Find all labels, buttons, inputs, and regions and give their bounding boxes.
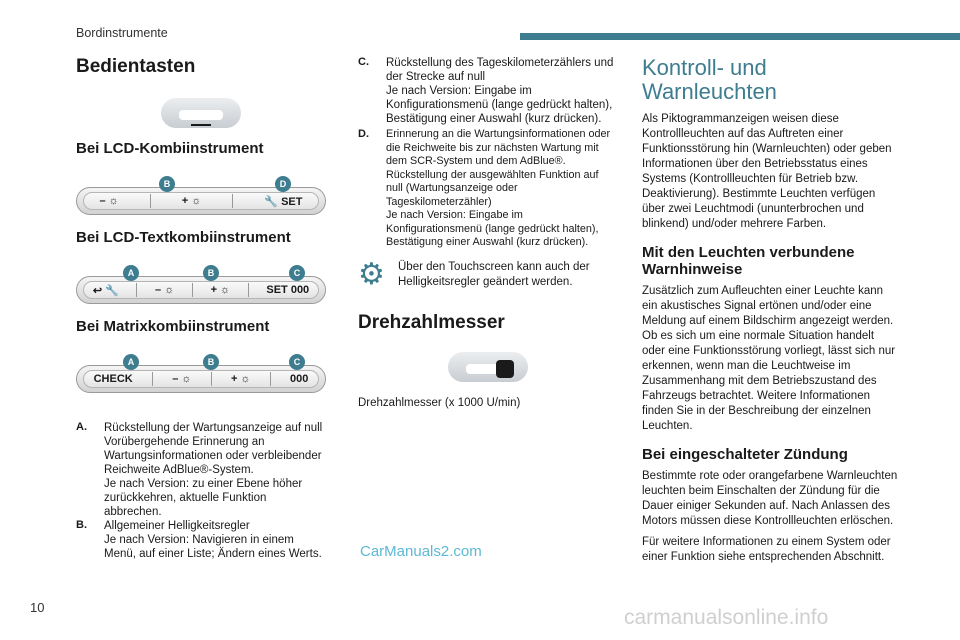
title-bedientasten: Bedientasten <box>76 56 196 77</box>
instrument-cluster-icon <box>161 98 241 128</box>
legend-list-1 <box>76 421 326 561</box>
brightness-minus-button[interactable]: – ☼ <box>155 284 175 296</box>
trip-reset-button[interactable]: 000 <box>289 373 309 385</box>
zuendung-text-1: Bestimmte rote oder orangefarbene Warnleuchten leuchten beim Einschalten der Zündung für die Dauer einiger Sekunden auf. Nach Anlassen des Motors müssen diese Kontrollleuchten erlöschen. <box>642 470 898 527</box>
title-lcd-text: Bei LCD-Textkombiinstrument <box>76 229 291 246</box>
matrix-button-strip <box>76 357 326 393</box>
lcd-text-button-strip <box>76 268 326 304</box>
title-matrix: Bei Matrixkombiinstrument <box>76 318 270 335</box>
brightness-plus-button[interactable]: + ☼ <box>210 284 231 296</box>
list-item: C. Rückstellung des Tageskilometerzählers und der Strecke auf null Je nach Version: Eingabe im Konfigurationsmenü (lange gedrückt halten), Bestätigung einer Auswahl (kurz drücken). <box>358 56 614 125</box>
marker-a: A <box>123 354 139 370</box>
rev-counter-icon <box>448 352 528 382</box>
section-header: Bordinstrumente <box>76 26 168 40</box>
brightness-plus-button[interactable]: + ☼ <box>230 373 251 385</box>
brightness-minus-button[interactable]: – ☼ <box>99 195 119 207</box>
marker-b: B <box>203 354 219 370</box>
check-button[interactable]: CHECK <box>93 373 133 385</box>
marker-a: A <box>123 265 139 281</box>
subtitle-zuendung: Bei eingeschalteter Zündung <box>642 446 848 463</box>
set-reset-button[interactable]: SET 000 <box>266 284 310 296</box>
rev-caption: Drehzahlmesser (x 1000 U/min) <box>358 396 521 409</box>
page-number: 10 <box>30 600 45 615</box>
intro-text: Als Piktogrammanzeigen weisen diese Kontrollleuchten auf das Auftreten einer Funktionsstörung hin (Warnleuchten) oder geben Informationen über den Betriebsstatus eines Systems (Kontrollleuchten für Betrieb bzw. Deaktivierung). Bestimmte Leuchten verfügen über zwei Leuchtmodi (ununterbrochen und blinkend) und/oder mehrere Farben. <box>642 113 892 230</box>
column-controls <box>76 56 326 561</box>
column-warning-lights <box>642 56 900 565</box>
marker-b: B <box>203 265 219 281</box>
brightness-plus-button[interactable]: + ☼ <box>181 195 202 207</box>
back-service-button[interactable]: ↩ 🔧 <box>92 284 119 297</box>
list-item: D. Erinnerung an die Wartungsinformationen oder die Reichweite bis zur nächsten Wartung mit dem SCR-System und dem AdBlue®. Rückstellung der ausgewählten Funktion auf null (Wartungsanzeige oder Tageskilometerzähler) Je nach Version: Eingabe im Konfigurationsmenü (lange gedrückt halten), Bestätigung einer Auswahl (kurz drücken). <box>358 128 611 248</box>
title-kontroll: Kontroll- und Warnleuchten <box>642 55 777 104</box>
watermark-left: CarManuals2.com <box>360 543 482 560</box>
title-lcd: Bei LCD-Kombiinstrument <box>76 140 264 157</box>
marker-c: C <box>289 354 305 370</box>
header-accent-bar <box>520 33 960 40</box>
marker-b: B <box>159 176 175 192</box>
list-item: B. Allgemeiner Helligkeitsregler Je nach Version: Navigieren in einem Menü, auf einer Liste; Ändern eines Werts. <box>76 519 322 560</box>
warnhinweise-text: Zusätzlich zum Aufleuchten einer Leuchte kann ein akustisches Signal ertönen und/oder eine Meldung auf einem Bildschirm angezeigt werden. Ob es sich um eine normale Situation handelt oder eine Funktionsstörung vorliegt, lässt sich nur erkennen, wenn man die Leuchtweise im Zusammenhang mit dem Betriebszustand des Fahrzeugs betrachtet. Weitere Informationen finden Sie in der Beschreibung der einzelnen Leuchten. <box>642 285 896 432</box>
note-text: Über den Touchscreen kann auch der Helligkeitsregler geändert werden. <box>398 260 590 288</box>
column-controls-cont <box>358 56 618 411</box>
service-set-button[interactable]: 🔧 SET <box>264 195 303 208</box>
lcd-button-strip <box>76 179 326 215</box>
marker-c: C <box>289 265 305 281</box>
note-box <box>358 257 618 291</box>
list-item: A. Rückstellung der Wartungsanzeige auf null Vorübergehende Erinnerung an Wartungsinformationen oder verbleibender Reichweite AdBlue®-System. Je nach Version: zu einer Ebene höher zurückkehren, aktuelle Funktion abbrechen. <box>76 421 323 518</box>
marker-d: D <box>275 176 291 192</box>
brightness-minus-button[interactable]: – ☼ <box>172 373 192 385</box>
title-drehzahlmesser: Drehzahlmesser <box>358 311 505 333</box>
subtitle-warnhinweise: Mit den Leuchten verbundene Warnhinweise <box>642 244 855 278</box>
zuendung-text-2: Für weitere Informationen zu einem System oder einer Funktion siehe entsprechenden Abschnitt. <box>642 536 891 563</box>
gear-icon: ⚙ <box>358 257 385 291</box>
watermark-right: carmanualsonline.info <box>624 606 829 629</box>
